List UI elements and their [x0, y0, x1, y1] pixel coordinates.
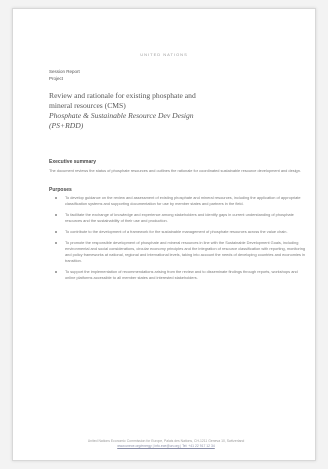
purposes-list	[51, 195, 307, 286]
summary-text: The document reviews the status of phosphate resources and outlines the rationale for coordinated sustainable resource development and design.	[49, 168, 301, 173]
footer-address: United Nations Economic Commission for Europe, Palais des Nations, CH-1211 Geneva 10, Switzerland	[87, 439, 245, 443]
logo: UNITED NATIONS	[140, 52, 188, 57]
purpose-item: To develop guidance on the review and assessment of existing phosphate and mineral resources, including the application of appropriate classification systems and supporting documentation for use by member states and partners in the field.	[51, 195, 307, 207]
footer	[43, 439, 289, 449]
title-line-3: Phosphate & Sustainable Resource Dev Design	[49, 111, 194, 120]
purpose-item: To promote the responsible development of phosphate and mineral resources in line with the Sustainable Development Goals, including environmental and social considerations, circular economy principles and the integration of resource classification with reporting, monitoring and policy frameworks at national, regional and international levels, taking into account the needs of developing countries and economies in transition.	[51, 240, 307, 264]
purposes-heading: Purposes	[49, 187, 72, 193]
footer-contact-link[interactable]: www.unece.org/energy | info.ece@un.org | Tel: +41 22 917 12 34	[117, 444, 215, 448]
summary-heading: Executive summary	[49, 159, 96, 165]
purpose-item: To facilitate the exchange of knowledge and experience among stakeholders and identify gaps in current understanding of phosphate resources and the sustainability of their use and production.	[51, 212, 307, 224]
document-title	[49, 91, 289, 131]
purpose-item: To support the implementation of recommendations arising from the review and to disseminate findings through reports, workshops and online platforms accessible to all member states and interested stakeholders.	[51, 269, 307, 281]
document-meta	[49, 68, 80, 82]
meta-line-1: Session Report	[49, 69, 80, 74]
title-line-1: Review and rationale for existing phosphate and	[49, 91, 196, 100]
title-line-4: (PS+RDD)	[49, 121, 84, 130]
meta-line-2: Project	[49, 76, 64, 81]
purpose-item: To contribute to the development of a framework for the sustainable management of phosphate resources across the value chain.	[51, 229, 307, 235]
title-line-2: mineral resources (CMS)	[49, 101, 126, 110]
document-page	[12, 8, 316, 461]
